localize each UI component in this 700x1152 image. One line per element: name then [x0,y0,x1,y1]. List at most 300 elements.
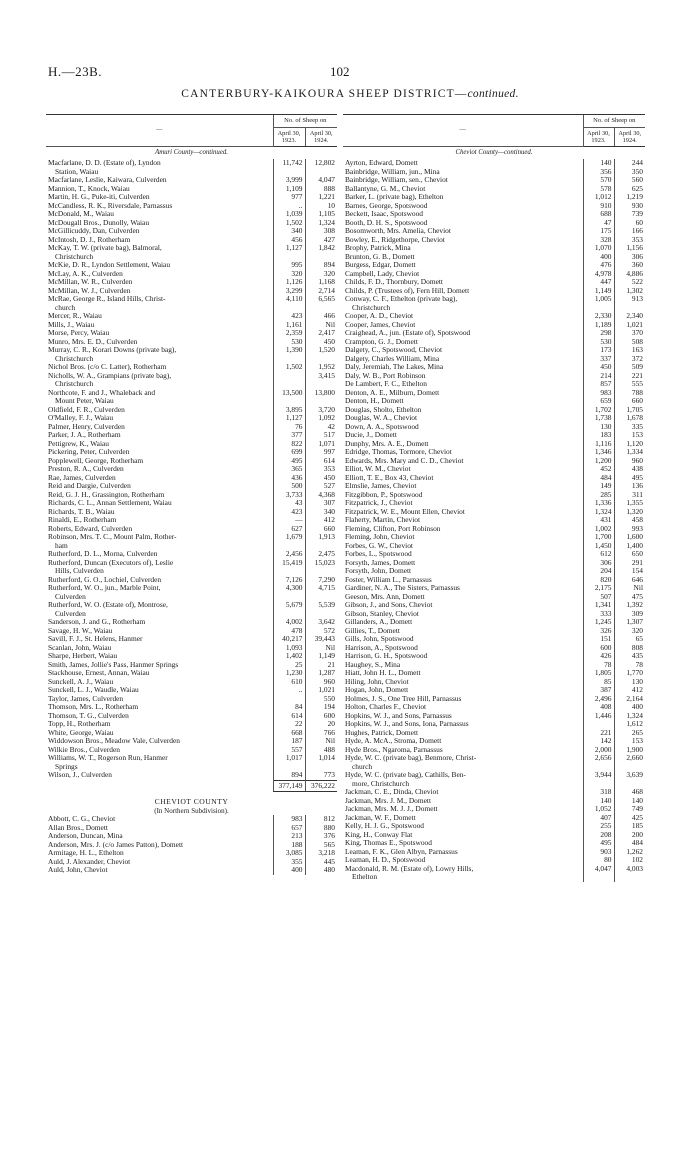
sheep-1924-cell: 376 [305,832,337,841]
table-row [46,686,337,695]
owner-name: Forsyth, John, Domett [345,567,412,575]
sheep-1923-cell: 659 [583,397,614,406]
owner-cell [343,567,583,576]
sheep-1924-cell: 291 [614,559,645,568]
sheep-1923-cell: 142 [583,737,614,746]
owner-name: Daly, W. B., Port Robinson [345,371,426,380]
table-row [46,849,337,858]
owner-cell [343,644,583,653]
sheep-1924-cell: 1,324 [614,712,645,721]
table-row [46,363,337,372]
sheep-1923-cell: 983 [583,389,614,398]
owner-name: Craighead, A., jun. (Estate of), Spotswood [345,329,471,337]
owner-cell [46,193,273,202]
owner-name: Rae, James, Culverden [48,473,116,482]
sheep-1924-cell: 788 [614,389,645,398]
sheep-1924-cell: 307 [305,499,337,508]
sheep-1923-cell: 78 [583,661,614,670]
sheep-1924-cell: 65 [614,635,645,644]
sheep-1924-cell: Nil [614,584,645,593]
owner-name: Gardiner, N. A., The Sisters, Parnassus [345,584,460,592]
owner-cell [46,159,273,168]
owner-name: Douglas, W. A., Cheviot [345,414,418,422]
owner-cell [343,746,583,755]
sheep-1924-cell: 136 [614,482,645,491]
sheep-1923-cell: 1,336 [583,499,614,508]
owner-name: Ballantyne, G. M., Cheviot [345,184,426,193]
owner-name: Reid, G. J. H., Grassington, Rotherham [48,490,165,499]
table-row [46,431,337,440]
sheep-1924-cell: 488 [305,746,337,755]
owner-cell [343,457,583,466]
sheep-1923-cell: 977 [273,193,305,202]
table-row-continuation [46,542,337,551]
owner-cell [46,584,273,593]
sheep-1923-cell: 11,742 [273,159,305,168]
owner-cell [343,389,583,398]
owner-name: Nichol Bros. (c/o C. Latter), Rotherham [48,363,167,371]
owner-name: Hiatt, John H. L., Domett [345,669,421,677]
table-row [46,372,337,381]
section-heading-cheviot-continued-label: Cheviot County—continued. [455,149,533,156]
owner-name: Gills, John, Spotswood [345,635,414,643]
sheep-1924-cell: 78 [614,661,645,670]
owner-name: Sharpe, Herbert, Waiau [48,652,118,660]
sheep-1923-cell: .. [273,686,305,695]
table-row [343,720,645,729]
sheep-1923-cell: 188 [273,841,305,850]
sheep-1923-cell: 4,978 [583,270,614,279]
table-row [343,686,645,695]
table-row [343,576,645,585]
sheep-1924-cell: Nil [305,737,337,746]
owner-cell [343,661,583,670]
owner-name: Rutherford, W. O., jun., Marble Point, [48,584,161,592]
owner-name: Edridge, Thomas, Tormore, Cheviot [345,448,452,456]
owner-name: Hopkins, W. J., and Sons, Iona, Parnassus [345,720,469,728]
sheep-1923-cell: 204 [583,567,614,576]
sheep-1923-cell: 1,390 [273,346,305,355]
owner-name: Sanderson, J. and G., Rotherham [48,618,146,626]
owner-name: Fitzpatrick, J., Cheviot [345,499,413,507]
owner-address-continued: Christchurch [55,380,94,388]
owner-name: Hiling, John, Cheviot [345,677,409,686]
sheep-1924-cell: 650 [614,550,645,559]
owner-name: Mercer, R., Waiau [48,312,102,320]
empty-cell [305,304,337,313]
table-row [46,729,337,738]
year-1924-header: April 30, 1924. [614,128,645,147]
sheep-1923-cell: 1,200 [583,457,614,466]
sheep-1924-cell: 646 [614,576,645,585]
sheep-1923-cell: 1,017 [273,754,305,763]
owner-name: Hyde, A. McA., Stroma, Domett [345,737,442,745]
owner-name: Rutherford, G. O., Lochiel, Culverden [48,575,162,584]
sheep-1923-cell: 1,402 [273,652,305,661]
owner-cell [46,516,273,525]
section-heading-cheviot [46,792,337,807]
owner-cell [46,176,273,185]
sheep-1924-cell: 484 [614,839,645,848]
sheep-1923-cell: 530 [583,338,614,347]
sheep-1924-cell: 466 [305,312,337,321]
owner-name: O'Malley, F. J., Waiau [48,414,114,422]
table-row-continuation [46,168,337,177]
table-row [343,448,645,457]
sheep-1924-cell: 15,023 [305,559,337,568]
owner-name: Richards, T. B., Waiau [48,507,115,516]
sheep-1924-cell: 42 [305,423,337,432]
owner-address-continued: church [55,303,76,312]
sheep-1924-cell: 1,221 [305,193,337,202]
owner-cell [46,431,273,440]
sheep-1924-cell: 894 [305,261,337,270]
sheep-1923-cell: 484 [583,474,614,483]
empty-cell [305,567,337,576]
owner-cell [46,338,273,347]
table-row [343,193,645,202]
empty-cell [614,304,645,313]
sheep-1924-cell: 2,417 [305,329,337,338]
table-row [343,346,645,355]
owner-cell [343,363,583,372]
sheep-1923-cell: 298 [583,329,614,338]
owner-cell [343,559,583,568]
owner-cell [343,695,583,704]
sheep-1924-cell: 163 [614,346,645,355]
sheep-1923-cell: 400 [583,253,614,262]
table-row [46,227,337,236]
owner-cell [46,841,273,850]
table-row [343,516,645,525]
table-row [343,746,645,755]
sheep-1923-cell: 1,127 [273,414,305,423]
sheep-1924-cell: 1,156 [614,244,645,253]
sheep-1923-cell: 668 [273,729,305,738]
title-continued: continued. [467,88,519,100]
sheep-1924-cell: 353 [305,465,337,474]
empty-cell [273,304,305,313]
table-row [343,814,645,823]
owner-cell [343,703,583,712]
table-row [343,703,645,712]
sheep-1923-cell: 255 [583,822,614,831]
owner-cell [46,576,273,585]
sheep-1924-cell: 350 [614,168,645,177]
table-row [343,363,645,372]
report-reference: H.—23B. [48,64,103,79]
sheep-1924-cell: 509 [614,363,645,372]
table-row [343,423,645,432]
owner-cell [343,831,583,840]
owner-cell [46,219,273,228]
sheep-1923-cell: 495 [583,839,614,848]
owner-cell [343,312,583,321]
sheep-1924-cell: 468 [614,788,645,797]
table-row [46,219,337,228]
sheep-1923-cell: 530 [273,338,305,347]
table-row [343,542,645,551]
owner-cell [343,278,583,287]
sheep-1923-cell: 1,116 [583,440,614,449]
owner-name: Elmslie, James, Cheviot [345,482,417,490]
sheep-1923-cell: 365 [273,465,305,474]
table-row [343,618,645,627]
sheep-1923-cell: 400 [273,866,305,875]
sheep-1923-cell: 7,126 [273,576,305,585]
year-1924-header: April 30, 1924. [305,128,337,147]
owner-name: Down, A. A., Spotswood [345,422,419,431]
table-row [46,661,337,670]
sheep-1924-cell: 1,320 [614,508,645,517]
owner-name: Brunton, G. B., Domett [345,252,415,261]
table-row [46,270,337,279]
owner-name: Pickering, Peter, Culverden [48,448,130,456]
owner-cell [46,771,273,780]
owner-cell [343,797,583,806]
owner-name: Burgess, Edgar, Domett [345,261,416,269]
empty-cell [305,253,337,262]
owner-cell [343,618,583,627]
owner-name: Childs, P. (Trustees of), Fern Hill, Domett [345,286,470,295]
sheep-1924-cell: 1,307 [614,618,645,627]
owner-name: Ducie, J., Domett [345,431,397,439]
sheep-1924-cell: 308 [305,227,337,236]
table-row [343,754,645,763]
sheep-1924-cell: 3,639 [614,771,645,780]
sheep-1924-cell: 1,302 [614,287,645,296]
empty-cell [273,567,305,576]
sheep-1923-cell: 333 [583,610,614,619]
sheep-1923-cell: 213 [273,832,305,841]
sheep-1924-cell: 194 [305,703,337,712]
sheep-1923-cell: 2,359 [273,329,305,338]
sheep-1923-cell: 214 [583,372,614,381]
sheep-1924-cell: 1,900 [614,746,645,755]
sheep-1924-cell: 412 [305,516,337,525]
table-row [343,482,645,491]
table-row [343,270,645,279]
sheep-1923-cell: 318 [583,788,614,797]
empty-cell [583,780,614,789]
table-row [46,482,337,491]
owner-name: McGillicuddy, Dan, Culverden [48,227,140,235]
empty-cell [305,763,337,772]
table-row [46,669,337,678]
table-row [343,210,645,219]
table-row [343,567,645,576]
section-heading-amuri-label: Amuri County—continued. [155,149,228,156]
sheep-1924-cell: 102 [614,856,645,865]
sheep-1924-cell: 353 [614,236,645,245]
table-row [46,295,337,304]
owner-name: Hopkins, W. J., and Sons, Parnassus [345,711,452,720]
owner-column-header: — [46,115,273,147]
owner-name: Gibson, J., and Sons, Cheviot [345,601,433,609]
empty-cell [305,542,337,551]
sheep-1923-cell: 657 [273,824,305,833]
owner-name: Mills, J., Waiau [48,320,95,329]
owner-cell [343,584,583,593]
owner-cell [343,533,583,542]
owner-cell [46,346,273,355]
owner-cell [46,389,273,398]
sheep-1924-cell: 660 [305,525,337,534]
table-row [343,550,645,559]
owner-name: Armitage, H. L., Ethelton [48,849,124,857]
sheep-1923-cell: 140 [583,159,614,168]
sheep-1924-cell: 1,355 [614,499,645,508]
table-row [343,159,645,168]
sheep-1924-cell: 2,340 [614,312,645,321]
owner-cell [46,669,273,678]
table-row [343,839,645,848]
owner-name: Gibson, Stanley, Cheviot [345,609,419,618]
owner-cell [343,839,583,848]
sheep-1924-cell: 527 [305,482,337,491]
sheep-1923-cell: 1,346 [583,448,614,457]
sheep-1923-cell: 1,502 [273,219,305,228]
table-row [343,499,645,508]
sheep-1924-cell: 993 [614,525,645,534]
empty-cell [583,873,614,882]
empty-cell [305,610,337,619]
sheep-1923-cell: 426 [583,652,614,661]
table-row [46,465,337,474]
owner-address-continued: Station, Waiau [55,167,99,176]
sheep-1923-cell: 1,149 [583,287,614,296]
table-row-continuation [46,567,337,576]
owner-cell [46,712,273,721]
table-row [46,841,337,850]
table-row [343,406,645,415]
owner-cell [46,525,273,534]
empty-cell [305,168,337,177]
owner-cell [343,236,583,245]
sheep-1924-cell: 12,802 [305,159,337,168]
table-row [343,678,645,687]
sheep-1924-cell: 372 [614,355,645,364]
table-row-continuation [46,763,337,772]
owner-name: Allan Bros., Domett [48,823,108,832]
owner-name: McKay, T. W. (private bag), Balmoral, [48,244,162,252]
owner-name: Topp, H., Rotherham [48,720,111,728]
sheep-1924-cell: 1,842 [305,244,337,253]
table-row [343,771,645,780]
owner-cell [46,329,273,338]
sheep-1923-cell: 423 [273,312,305,321]
owner-name: Murray, C. R., Korari Downs (private bag), [48,346,177,354]
owner-name: Hyde, W. C. (private bag), Cathills, Ben- [345,771,466,779]
owner-cell [343,754,583,763]
sheep-1924-cell: 458 [614,516,645,525]
sheep-1924-cell: 1,262 [614,848,645,857]
empty-cell [273,610,305,619]
sheep-1924-cell: 221 [614,372,645,381]
owner-name: Auld, J. Alexander, Cheviot [48,857,131,866]
owner-cell [343,737,583,746]
sheep-1923-cell: 221 [583,729,614,738]
sheep-1923-cell: 328 [583,236,614,245]
table-row [343,355,645,364]
sheep-1923-cell: 85 [583,678,614,687]
title-main: CANTERBURY-KAIKOURA SHEEP DISTRICT— [181,88,468,100]
owner-name: Savill, F. J., St. Helens, Hanmer [48,635,143,643]
owner-name: Fitzpatrick, W. E., Mount Ellen, Cheviot [345,507,465,516]
owner-name: De Lambert, F. C., Ethelton [345,380,427,388]
owner-cell [343,287,583,296]
sheep-1924-cell: 880 [305,824,337,833]
owner-cell [46,440,273,449]
table-row [343,312,645,321]
table-row [46,858,337,867]
sheep-1923-cell: 910 [583,202,614,211]
owner-name: Rutherford, W. O. (Estate of), Montrose, [48,601,168,609]
sheep-1924-cell: 1,149 [305,652,337,661]
owner-cell [343,686,583,695]
table-row-continuation [46,397,337,406]
owner-cell [343,406,583,415]
sheep-1924-cell: 1,324 [305,219,337,228]
sheep-1923-cell: 983 [273,815,305,824]
owner-name: Brophy, Patrick, Mina [345,244,411,252]
owner-name: Elliot, W. M., Cheviot [345,465,411,473]
owner-cell [343,525,583,534]
owner-name: Morse, Percy, Waiau [48,329,110,337]
owner-name: Foster, William L., Parnassus [345,575,432,584]
table-row [343,278,645,287]
sheep-1923-cell: 1,805 [583,669,614,678]
owner-cell [46,465,273,474]
owner-cell [343,321,583,330]
sheep-1924-cell: 3,415 [305,372,337,381]
table-row [343,287,645,296]
table-row-continuation [46,610,337,619]
table-row [46,346,337,355]
sheep-1923-cell: 47 [583,219,614,228]
sheep-1923-cell: — [273,516,305,525]
table-row [46,389,337,398]
owner-name: Denton, H., Domett [345,397,404,405]
sheep-1924-cell: 4,886 [614,270,645,279]
owner-cell [343,210,583,219]
sheep-1923-cell: 627 [273,525,305,534]
owner-address-continued: Culverden [55,592,86,601]
sheep-1924-cell: 21 [305,661,337,670]
sheep-1923-cell: 1,052 [583,805,614,814]
table-row-continuation [46,380,337,389]
table-row-continuation [343,304,645,313]
table-row [343,508,645,517]
owner-cell [46,644,273,653]
empty-cell [273,168,305,177]
owner-cell [343,788,583,797]
sheep-1924-cell: 4,047 [305,176,337,185]
sheep-1924-cell: 6,565 [305,295,337,304]
sheep-1923-cell: 1,230 [273,669,305,678]
owner-name: Conway, C. F., Ethelton (private bag), [345,295,458,303]
owner-name: Cooper, James, Cheviot [345,320,416,329]
sheep-1924-cell: 773 [305,771,337,780]
owner-cell [343,431,583,440]
table-row [343,431,645,440]
owner-cell [46,406,273,415]
owner-cell [46,627,273,636]
table-row [46,525,337,534]
owner-name: Hyde Bros., Ngaroma, Parnassus [345,745,443,754]
sheep-1924-cell: 370 [614,329,645,338]
table-row [343,652,645,661]
